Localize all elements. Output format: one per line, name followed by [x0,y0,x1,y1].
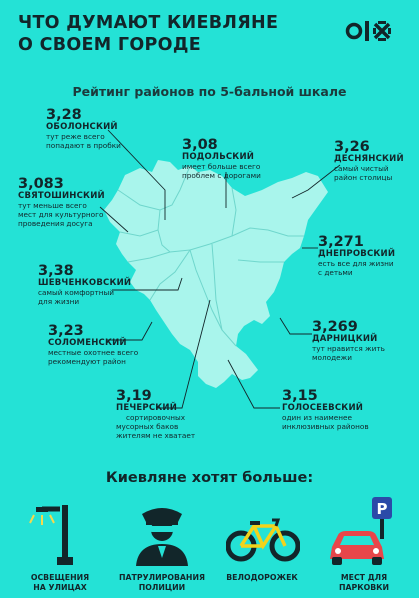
district-score: 3,23 [48,323,84,339]
district-desc: мест для культурного [18,210,104,220]
district-desc: мусорных баков [116,422,179,432]
district-shevchenkovsky [38,264,131,306]
district-score: 3,271 [318,234,364,250]
wants-item-bike-lanes [214,573,310,583]
parking-sign-letter: P [376,500,388,518]
district-desc: для жизни [38,297,80,307]
district-pechersky [116,389,195,440]
district-desnyansky [334,140,404,182]
district-desc: тут нравится жить [312,344,385,354]
district-podolsky [182,138,261,180]
district-name: ДЕСНЯНСКИЙ [334,154,404,165]
district-score: 3,269 [312,319,358,335]
district-desc: есть все для жизни [318,259,394,269]
wants-item-line: ОСВЕЩЕНИЯ [30,573,90,582]
district-desc: один из наименее [282,413,353,423]
wants-item-line: ПАРКОВКИ [338,582,390,592]
wants-item-line: ВЕЛОДОРОЖЕК [226,573,298,582]
district-score: 3,083 [18,176,64,192]
district-desc: проведения досуга [18,219,93,229]
wants-item-line: ПОЛИЦИИ [138,582,186,592]
parking-car-icon [326,497,398,571]
district-name: ПЕЧЕРСКИЙ [116,403,178,414]
district-score: 3,38 [38,263,74,279]
district-desc: молодежи [312,353,352,363]
wants-item-line: МЕСТ ДЛЯ [340,573,388,582]
rating-subtitle: Рейтинг районов по 5-бальной шкале [72,84,347,99]
district-name: ШЕВЧЕНКОВСКИЙ [38,278,132,289]
district-score: 3,26 [334,139,370,155]
wants-item-lighting [20,573,100,592]
district-desc: местные охотнее всего [48,348,139,358]
district-desc: жителям не хватает [116,431,196,441]
street-lamp-icon [28,495,80,571]
district-desc: имеет больше всего [182,162,261,172]
police-officer-icon [132,500,192,570]
district-goloseevsky [282,389,369,431]
district-obolonsky [46,108,121,150]
district-desc: самый комфортный [38,288,115,298]
district-name: ОБОЛОНСКИЙ [46,122,118,133]
district-name: ДАРНИЦКИЙ [312,334,378,345]
wants-item-line: НА УЛИЦАХ [33,582,87,592]
district-desc: с детьми [318,268,353,278]
district-svyatoshinsky [18,177,105,228]
district-name: ДНЕПРОВСКИЙ [318,249,396,260]
bicycle-icon [226,516,300,568]
district-score: 3,28 [46,107,82,123]
wants-title: Киевляне хотят больше: [105,470,314,486]
district-desc: сортировочных [125,413,186,423]
district-score: 3,08 [182,137,218,153]
district-name: ПОДОЛЬСКИЙ [182,152,255,163]
district-solomensky [48,324,138,366]
district-desc: рекомендуют район [48,357,126,367]
district-desc: проблем с дорогами [182,171,261,181]
title-line-2: О СВОЕМ ГОРОДЕ [18,35,201,55]
wants-item-police [112,573,212,592]
wants-item-parking [314,573,414,592]
district-score: 3,15 [282,388,318,404]
district-desc: попадают в пробки [46,141,121,151]
district-desc: район столицы [334,173,393,183]
district-name: СОЛОМЕНСКИЙ [48,338,127,349]
title-line-1: ЧТО ДУМАЮТ КИЕВЛЯНЕ [18,13,279,33]
district-desc: тут меньше всего [18,201,87,211]
district-darnitsky [312,320,385,362]
district-score: 3,19 [116,388,152,404]
district-desc: тут реже всего [46,132,105,142]
district-dneprovsky [318,235,395,277]
district-name: ГОЛОСЕЕВСКИЙ [282,403,364,414]
district-name: СВЯТОШИНСКИЙ [18,191,105,202]
district-desc: самый чистый [334,164,389,174]
district-desc: инклюзивных районов [282,422,369,432]
wants-item-line: ПАТРУЛИРОВАНИЯ [119,573,205,582]
